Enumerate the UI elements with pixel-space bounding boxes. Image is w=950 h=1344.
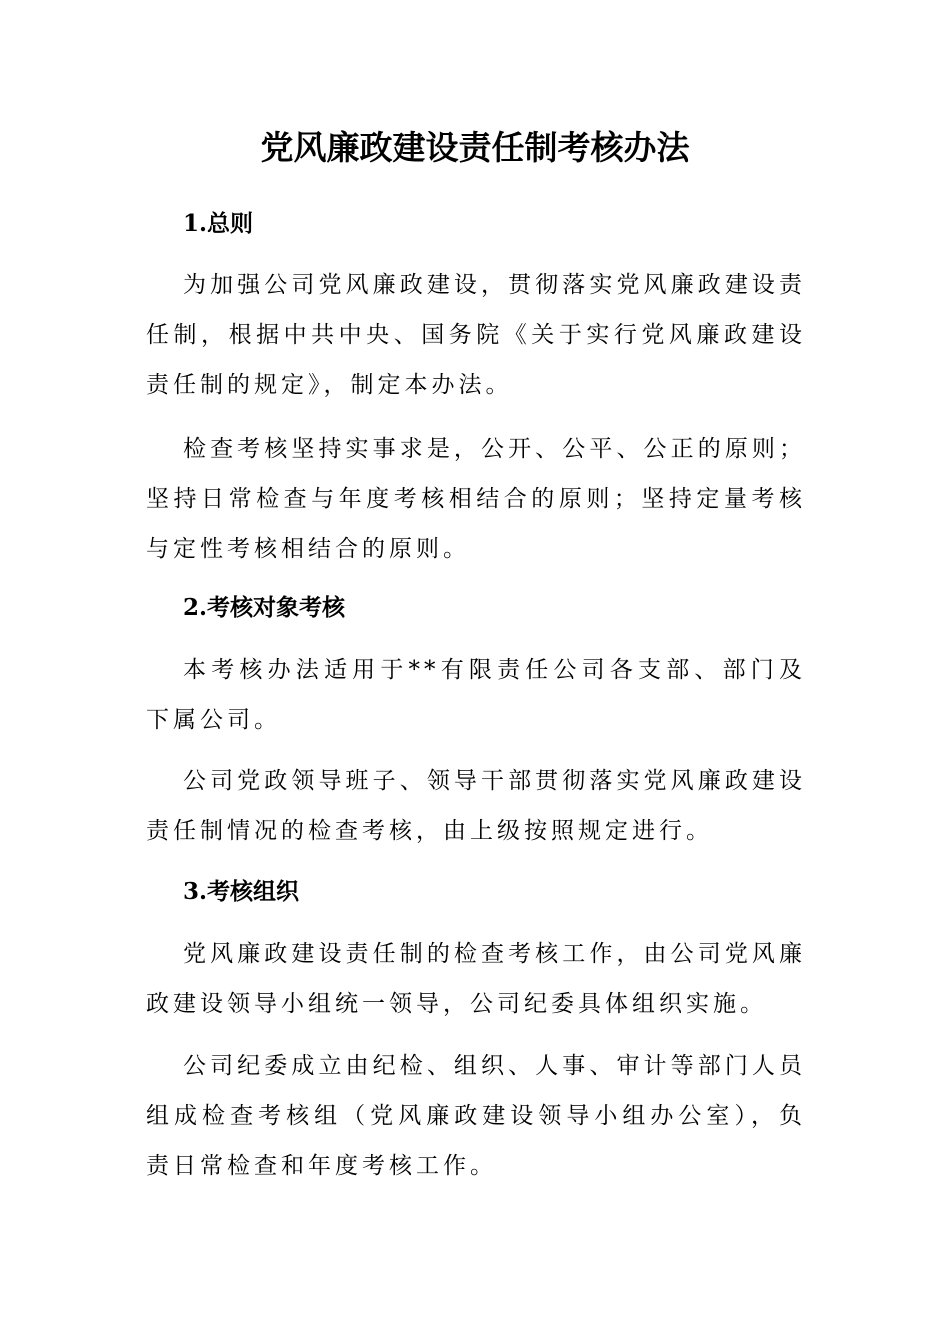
paragraph-organization-1: 党风廉政建设责任制的检查考核工作，由公司党风廉政建设领导小组统一领导，公司纪委具体组织实施。 (146, 941, 806, 1017)
paragraph-targets-1: 本考核办法适用于**有限责任公司各支部、部门及下属公司。 (146, 657, 806, 733)
section-heading-organization: 3.考核组织 (183, 878, 300, 905)
document-title: 党风廉政建设责任制考核办法 (260, 128, 690, 167)
section-heading-targets: 2.考核对象考核 (183, 594, 346, 621)
paragraph-general-1: 为加强公司党风廉政建设，贯彻落实党风廉政建设责任制，根据中共中央、国务院《关于实行党风廉政建设责任制的规定》，制定本办法。 (146, 272, 806, 398)
paragraph-general-2: 检查考核坚持实事求是，公开、公平、公正的原则；坚持日常检查与年度考核相结合的原则；坚持定量考核与定性考核相结合的原则。 (146, 436, 806, 562)
paragraph-targets-2: 公司党政领导班子、领导干部贯彻落实党风廉政建设责任制情况的检查考核，由上级按照规定进行。 (146, 768, 806, 844)
section-heading-general: 1.总则 (183, 210, 254, 237)
paragraph-organization-2: 公司纪委成立由纪检、组织、人事、审计等部门人员组成检查考核组（党风廉政建设领导小组办公室），负责日常检查和年度考核工作。 (146, 1053, 806, 1179)
